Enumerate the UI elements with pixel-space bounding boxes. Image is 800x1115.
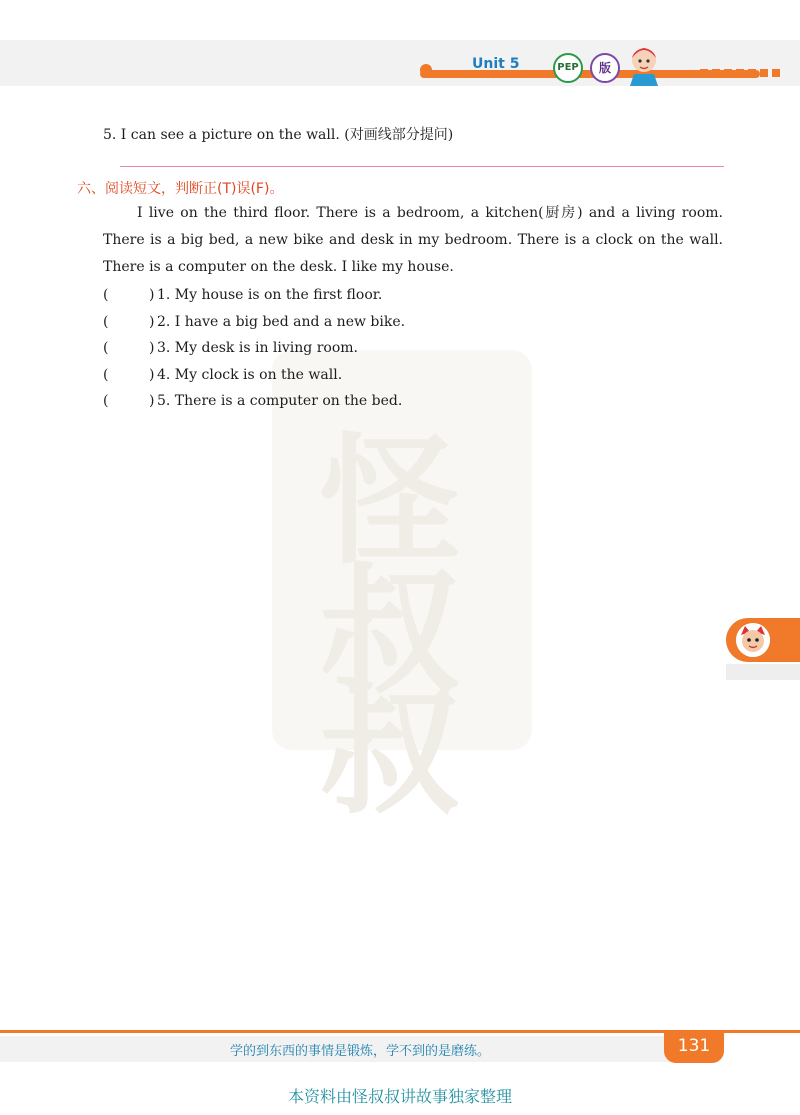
header-band bbox=[0, 40, 800, 86]
item-text: 5. There is a computer on the bed. bbox=[157, 393, 403, 409]
passage-text: I live on the third floor. There is a bedroom, a kitchen(厨房) and a living room. There is a big bed, a new bike and desk in my bedroom. There is a clock on the wall. There is a computer on the desk. I like my house. bbox=[103, 205, 723, 275]
cartoon-girl-icon bbox=[620, 40, 668, 88]
item-text: 3. My desk is in living room. bbox=[157, 340, 358, 356]
watermark-char: 叔 bbox=[320, 550, 461, 714]
credit-line: 本资料由怪叔叔讲故事独家整理 bbox=[287, 1087, 512, 1106]
answer-blank-open[interactable]: ( bbox=[103, 366, 109, 383]
page-number: 131 bbox=[677, 1036, 711, 1056]
pep-badge: PEP bbox=[553, 53, 583, 83]
unit-label: Unit 5 bbox=[472, 56, 520, 72]
question-5: 5. I can see a picture on the wall. (对画线部分提问) bbox=[103, 127, 454, 143]
side-tab-shadow bbox=[726, 664, 800, 680]
answer-blank-open[interactable]: ( bbox=[103, 287, 109, 303]
item-text: 4. My clock is on the wall. bbox=[157, 366, 343, 383]
answer-blank-open[interactable]: ( bbox=[103, 313, 109, 330]
answer-blank-close: ) bbox=[149, 287, 155, 303]
watermark-char: 叔 bbox=[320, 670, 461, 834]
watermark-char: 怪 bbox=[320, 420, 461, 584]
edition-badge: 版 bbox=[590, 53, 620, 83]
answer-blank-close: ) bbox=[149, 340, 155, 356]
page-header bbox=[0, 0, 800, 90]
item-text: 1. My house is on the first floor. bbox=[157, 287, 383, 303]
checker-pattern bbox=[700, 62, 800, 78]
reading-passage bbox=[103, 200, 723, 281]
item-text: 2. I have a big bed and a new bike. bbox=[157, 313, 406, 330]
answer-line bbox=[120, 166, 724, 167]
answer-blank-close: ) bbox=[149, 393, 155, 409]
footer-motto: 学的到东西的事情是锻炼，学不到的是磨练。 bbox=[230, 1044, 491, 1059]
section-title: 六、阅读短文，判断正(T)误(F)。 bbox=[77, 181, 284, 197]
answer-blank-open[interactable]: ( bbox=[103, 393, 109, 409]
answer-blank-open[interactable]: ( bbox=[103, 340, 109, 356]
answer-blank-close: ) bbox=[149, 313, 155, 330]
answer-blank-close: ) bbox=[149, 366, 155, 383]
cat-mascot-icon bbox=[736, 623, 770, 657]
